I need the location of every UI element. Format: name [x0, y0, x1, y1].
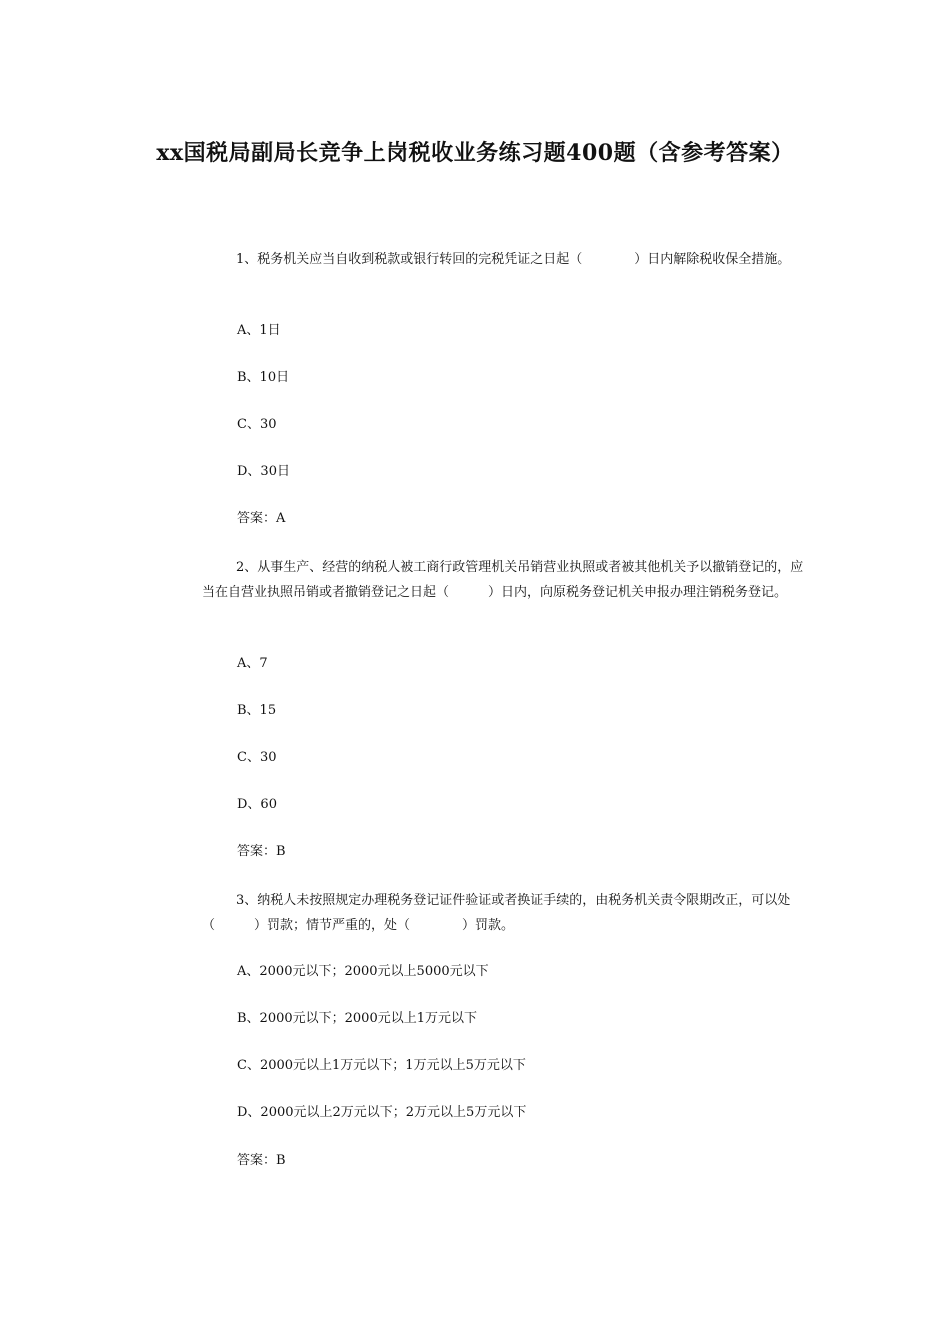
question-1-option-b: B、10日: [237, 370, 290, 385]
question-1-option-d: D、30日: [237, 464, 290, 479]
question-2-option-a: A、7: [237, 656, 268, 671]
document-title: xx国税局副局长竞争上岗税收业务练习题400题（含参考答案）: [156, 140, 794, 166]
question-3-text: 3、纳税人未按照规定办理税务登记证件验证或者换证手续的，由税务机关责令限期改正，可以处（ ）罚款；情节严重的，处（ ）罚款。: [202, 893, 791, 933]
question-1-option-c: C、30: [237, 417, 277, 432]
question-1-answer: 答案：A: [237, 511, 286, 526]
question-2-text: 2、从事生产、经营的纳税人被工商行政管理机关吊销营业执照或者被其他机关予以撤销登记的，应当在自营业执照吊销或者撤销登记之日起（ ）日内，向原税务登记机关申报办理注销税务登记。: [202, 560, 804, 600]
question-2-option-d: D、60: [237, 797, 277, 812]
question-2-answer: 答案：B: [237, 844, 286, 859]
question-3-option-d: D、2000元以上2万元以下；2万元以上5万元以下: [237, 1105, 527, 1120]
question-2-option-b: B、15: [237, 703, 277, 718]
question-3-option-c: C、2000元以上1万元以下；1万元以上5万元以下: [237, 1058, 526, 1073]
question-2-option-c: C、30: [237, 750, 277, 765]
question-3-answer: 答案：B: [237, 1153, 286, 1168]
question-3-option-a: A、2000元以下；2000元以上5000元以下: [237, 964, 489, 979]
question-3-option-b: B、2000元以下；2000元以上1万元以下: [237, 1011, 477, 1026]
question-1-option-a: A、1日: [237, 323, 281, 338]
question-1-text: 1、税务机关应当自收到税款或银行转回的完税凭证之日起（ ）日内解除税收保全措施。: [236, 252, 791, 267]
